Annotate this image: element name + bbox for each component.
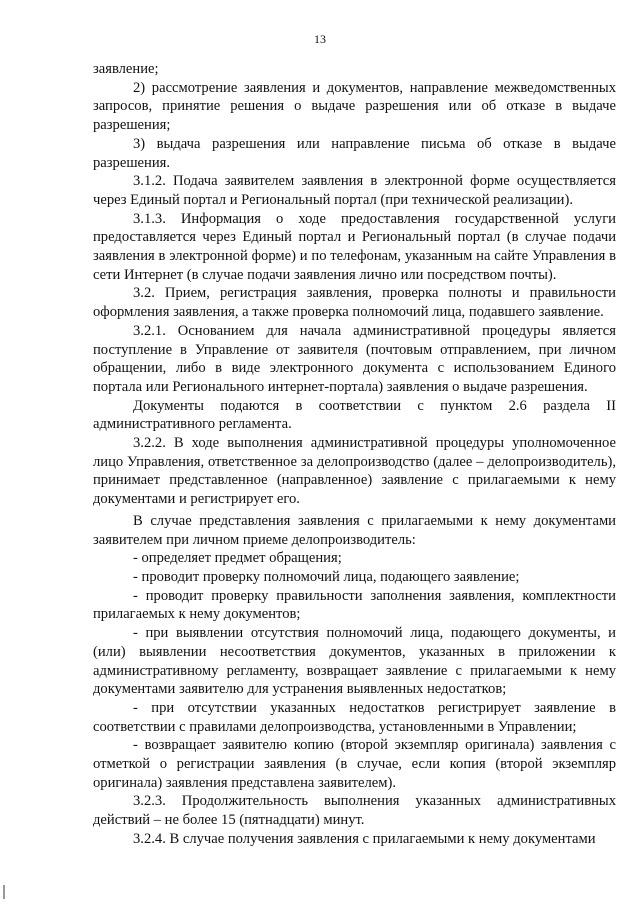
paragraph: заявление; <box>93 61 159 77</box>
list-item: - определяет предмет обращения; <box>133 550 342 567</box>
paragraph: 3.1.2. Подача заявителем заявления в электронной форме осуществляется через Единый портал и Региональный портал (при технической реализации). <box>93 173 616 208</box>
list-item: - проводит проверку правильности заполнения заявления, комплектности прилагаемых к нему документов; <box>93 587 616 623</box>
paragraph: 3.1.3. Информация о ходе предоставления государственной услуги предоставляется через Единый портал и Региональный портал (в случае подачи заявления в электронной форме) и по телефонам, указанным на сайте Управления в сети Интернет (в случае подачи заявления лично или посредством почты). <box>93 210 616 283</box>
paragraph: 3.2. Прием, регистрация заявления, проверка полноты и правильности оформления заявления, а также проверка полномочий лица, подавшего заявление. <box>93 285 616 321</box>
list-item: - проводит проверку полномочий лица, подающего заявление; <box>133 568 520 585</box>
paragraph: 3.2.3. Продолжительность выполнения указанных административных действий – не более 15 (пятнадцати) минут. <box>93 793 616 829</box>
list-item: - при отсутствии указанных недостатков регистрирует заявление в соответствии с правилами делопроизводства, установленными в Управлении; <box>93 699 616 735</box>
document-body <box>93 60 616 849</box>
paragraph: 2) рассмотрение заявления и документов, направление межведомственных запросов, принятие решения о выдаче разрешения или об отказе в выдаче разрешения; <box>93 79 616 134</box>
paragraph: 3.2.2. В ходе выполнения административной процедуры уполномоченное лицо Управления, ответственное за делопроизводство (далее – делопроизводитель), принимает представленное (направленное) заявление с прилагаемыми к нему документами и регистрирует его. <box>93 435 616 508</box>
list-item: - возвращает заявителю копию (второй экземпляр оригинала) заявления с отметкой о регистрации заявления (в случае, если копия (второй экземпляр оригинала) заявления представлена заявителем). <box>93 737 616 791</box>
paragraph: 3.2.1. Основанием для начала административной процедуры является поступление в Управление от заявителя (почтовым отправлением, при личном обращении, либо в виде электронного документа с использованием Единого портала или Регионального интернет-портала) заявления о выдаче разрешения. <box>93 322 616 395</box>
paragraph: Документы подаются в соответствии с пунктом 2.6 раздела II административного регламента. <box>93 397 616 433</box>
paragraph: В случае представления заявления с прилагаемыми к нему документами заявителем при личном приеме делопроизводитель: <box>93 512 616 548</box>
list-item: - при выявлении отсутствия полномочий лица, подающего документы, и (или) выявлении несоответствия документов, указанных в приложении к административному регламенту, возвращает заявление с прилагаемыми к нему документами заявителю для устранения выявленных недостатков; <box>93 625 616 698</box>
paragraph: 3) выдача разрешения или направление письма об отказе в выдаче разрешения. <box>93 135 616 171</box>
scan-edge-mark <box>3 885 5 899</box>
paragraph: 3.2.4. В случае получения заявления с прилагаемыми к нему документами <box>133 830 596 847</box>
page-number: 13 <box>314 32 326 46</box>
